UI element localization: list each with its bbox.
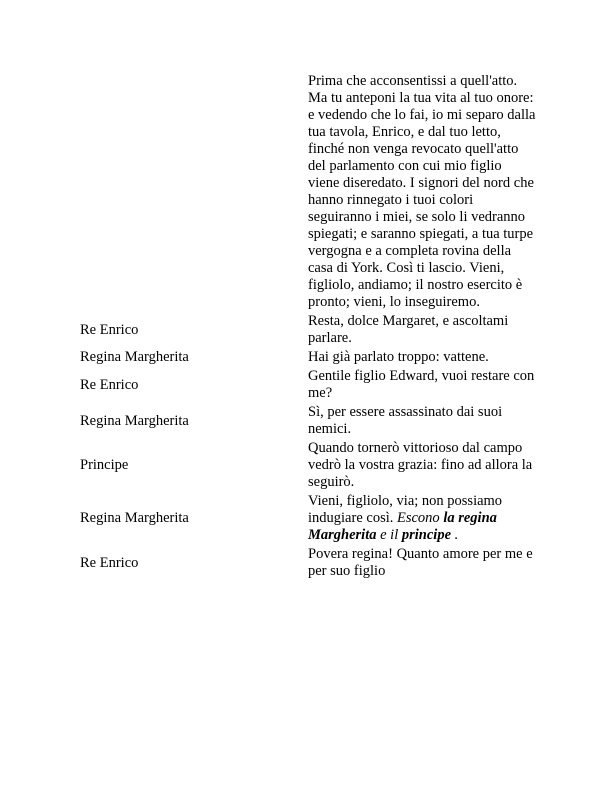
dialogue-row xyxy=(80,493,540,544)
stage-direction: Escono xyxy=(397,510,444,526)
dialogue-line xyxy=(308,368,536,402)
line-text: Resta, dolce Margaret, e ascoltami parlare. xyxy=(308,313,509,346)
speaker-name: Regina Margherita xyxy=(80,510,189,526)
line-text: Prima che acconsentissi a quell'atto. Ma tu anteponi la tua vita al tuo onore: e vedendo che lo fai, io mi separo dalla tua tavola, Enrico, e dal tuo letto, finché non venga revocato quell'atto del parlamento con cui mio figlio viene diseredato. I signori del nord che hanno rinnegato i tuoi colori seguiranno i miei, se solo li vedranno spiegati; e saranno spiegati, a tua turpe vergogna e a completa rovina della casa di York. Così ti lascio. Vieni, figliolo, andiamo; il nostro esercito è pronto; vieni, lo inseguiremo. xyxy=(308,73,536,310)
stage-direction: la regina Margherita xyxy=(308,510,497,543)
line-text: Gentile figlio Edward, vuoi restare con me? xyxy=(308,368,535,401)
dialogue-line xyxy=(308,440,536,491)
dialogue-line xyxy=(308,349,536,366)
dialogue-table xyxy=(80,73,540,580)
dialogue-line xyxy=(308,546,536,580)
dialogue-row xyxy=(80,349,540,366)
line-text: Sì, per essere assassinato dai suoi nemici. xyxy=(308,404,503,437)
dialogue-row xyxy=(80,313,540,347)
speaker-name: Regina Margherita xyxy=(80,349,189,365)
dialogue-row xyxy=(80,440,540,491)
dialogue-line xyxy=(308,493,536,544)
line-text: Hai già parlato troppo: vattene. xyxy=(308,349,489,365)
stage-direction: principe xyxy=(401,527,452,543)
dialogue-line xyxy=(308,404,536,438)
dialogue-row xyxy=(80,404,540,438)
dialogue-row xyxy=(80,546,540,580)
line-text: Quando tornerò vittorioso dal campo vedrò la vostra grazia: fino ad allora la seguirò. xyxy=(308,440,533,490)
line-text: Vieni, figliolo, via; non possiamo indugiare così. xyxy=(308,493,503,526)
line-text: Povera regina! Quanto amore per me e per suo figlio xyxy=(308,546,533,579)
stage-direction: e il xyxy=(376,527,402,543)
dialogue-line xyxy=(308,313,536,347)
speaker-name: Re Enrico xyxy=(80,376,139,393)
speaker-name: Regina Margherita xyxy=(80,412,189,429)
speaker-name: Re Enrico xyxy=(80,321,139,338)
stage-direction: . xyxy=(451,527,459,543)
speaker-name: Re Enrico xyxy=(80,554,139,571)
dialogue-line xyxy=(308,73,536,311)
speaker-name: Principe xyxy=(80,457,129,473)
dialogue-row xyxy=(80,73,540,311)
dialogue-row xyxy=(80,368,540,402)
